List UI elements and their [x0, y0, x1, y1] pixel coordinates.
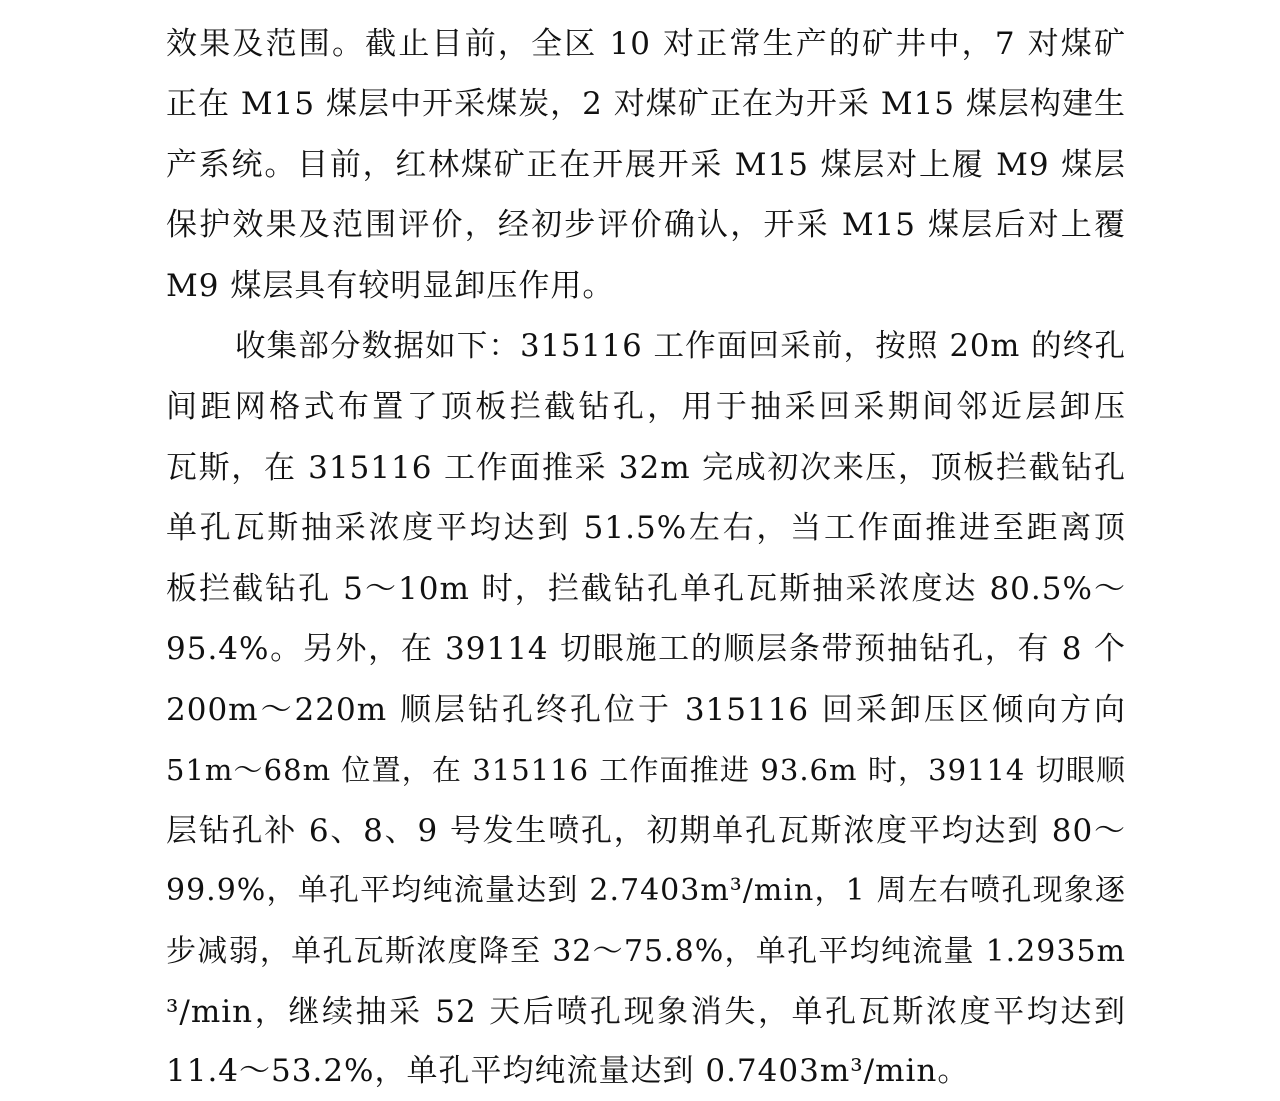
text-line-9: 单孔瓦斯抽采浓度平均达到 51.5%左右，当工作面推进至距离顶 [166, 510, 1126, 546]
text-line-10: 板拦截钻孔 5～10m 时，拦截钻孔单孔瓦斯抽采浓度达 80.5%～ [166, 571, 1126, 607]
text-line-1: 效果及范围。截止目前，全区 10 对正常生产的矿井中，7 对煤矿 [166, 26, 1126, 62]
text-line-8: 瓦斯，在 315116 工作面推采 32m 完成初次来压，顶板拦截钻孔 [166, 450, 1126, 486]
text-line-12: 200m～220m 顺层钻孔终孔位于 315116 回采卸压区倾向方向 [166, 692, 1126, 728]
text-line-16: 步减弱，单孔瓦斯浓度降至 32～75.8%，单孔平均纯流量 1.2935m [166, 934, 1126, 969]
text-line-13: 51m～68m 位置，在 315116 工作面推进 93.6m 时，39114 切眼顺 [166, 753, 1126, 787]
text-line-14: 层钻孔补 6、8、9 号发生喷孔，初期单孔瓦斯浓度平均达到 80～ [166, 813, 1126, 849]
text-line-7: 间距网格式布置了顶板拦截钻孔，用于抽采回采期间邻近层卸压 [166, 389, 1126, 425]
text-line-5: M9 煤层具有较明显卸压作用。 [166, 268, 615, 304]
text-line-6: 收集部分数据如下：315116 工作面回采前，按照 20m 的终孔 [235, 329, 1126, 364]
text-line-11: 95.4%。另外，在 39114 切眼施工的顺层条带预抽钻孔，有 8 个 [166, 631, 1126, 667]
text-line-17: ³/min，继续抽采 52 天后喷孔现象消失，单孔瓦斯浓度平均达到 [166, 994, 1126, 1030]
text-line-18: 11.4～53.2%，单孔平均纯流量达到 0.7403m³/min。 [166, 1053, 970, 1089]
text-line-4: 保护效果及范围评价，经初步评价确认，开采 M15 煤层后对上覆 [166, 207, 1126, 243]
text-line-2: 正在 M15 煤层中开采煤炭，2 对煤矿正在为开采 M15 煤层构建生 [166, 86, 1126, 122]
text-line-3: 产系统。目前，红林煤矿正在开展开采 M15 煤层对上履 M9 煤层 [166, 147, 1126, 183]
text-line-15: 99.9%，单孔平均纯流量达到 2.7403m³/min，1 周左右喷孔现象逐 [166, 873, 1126, 908]
